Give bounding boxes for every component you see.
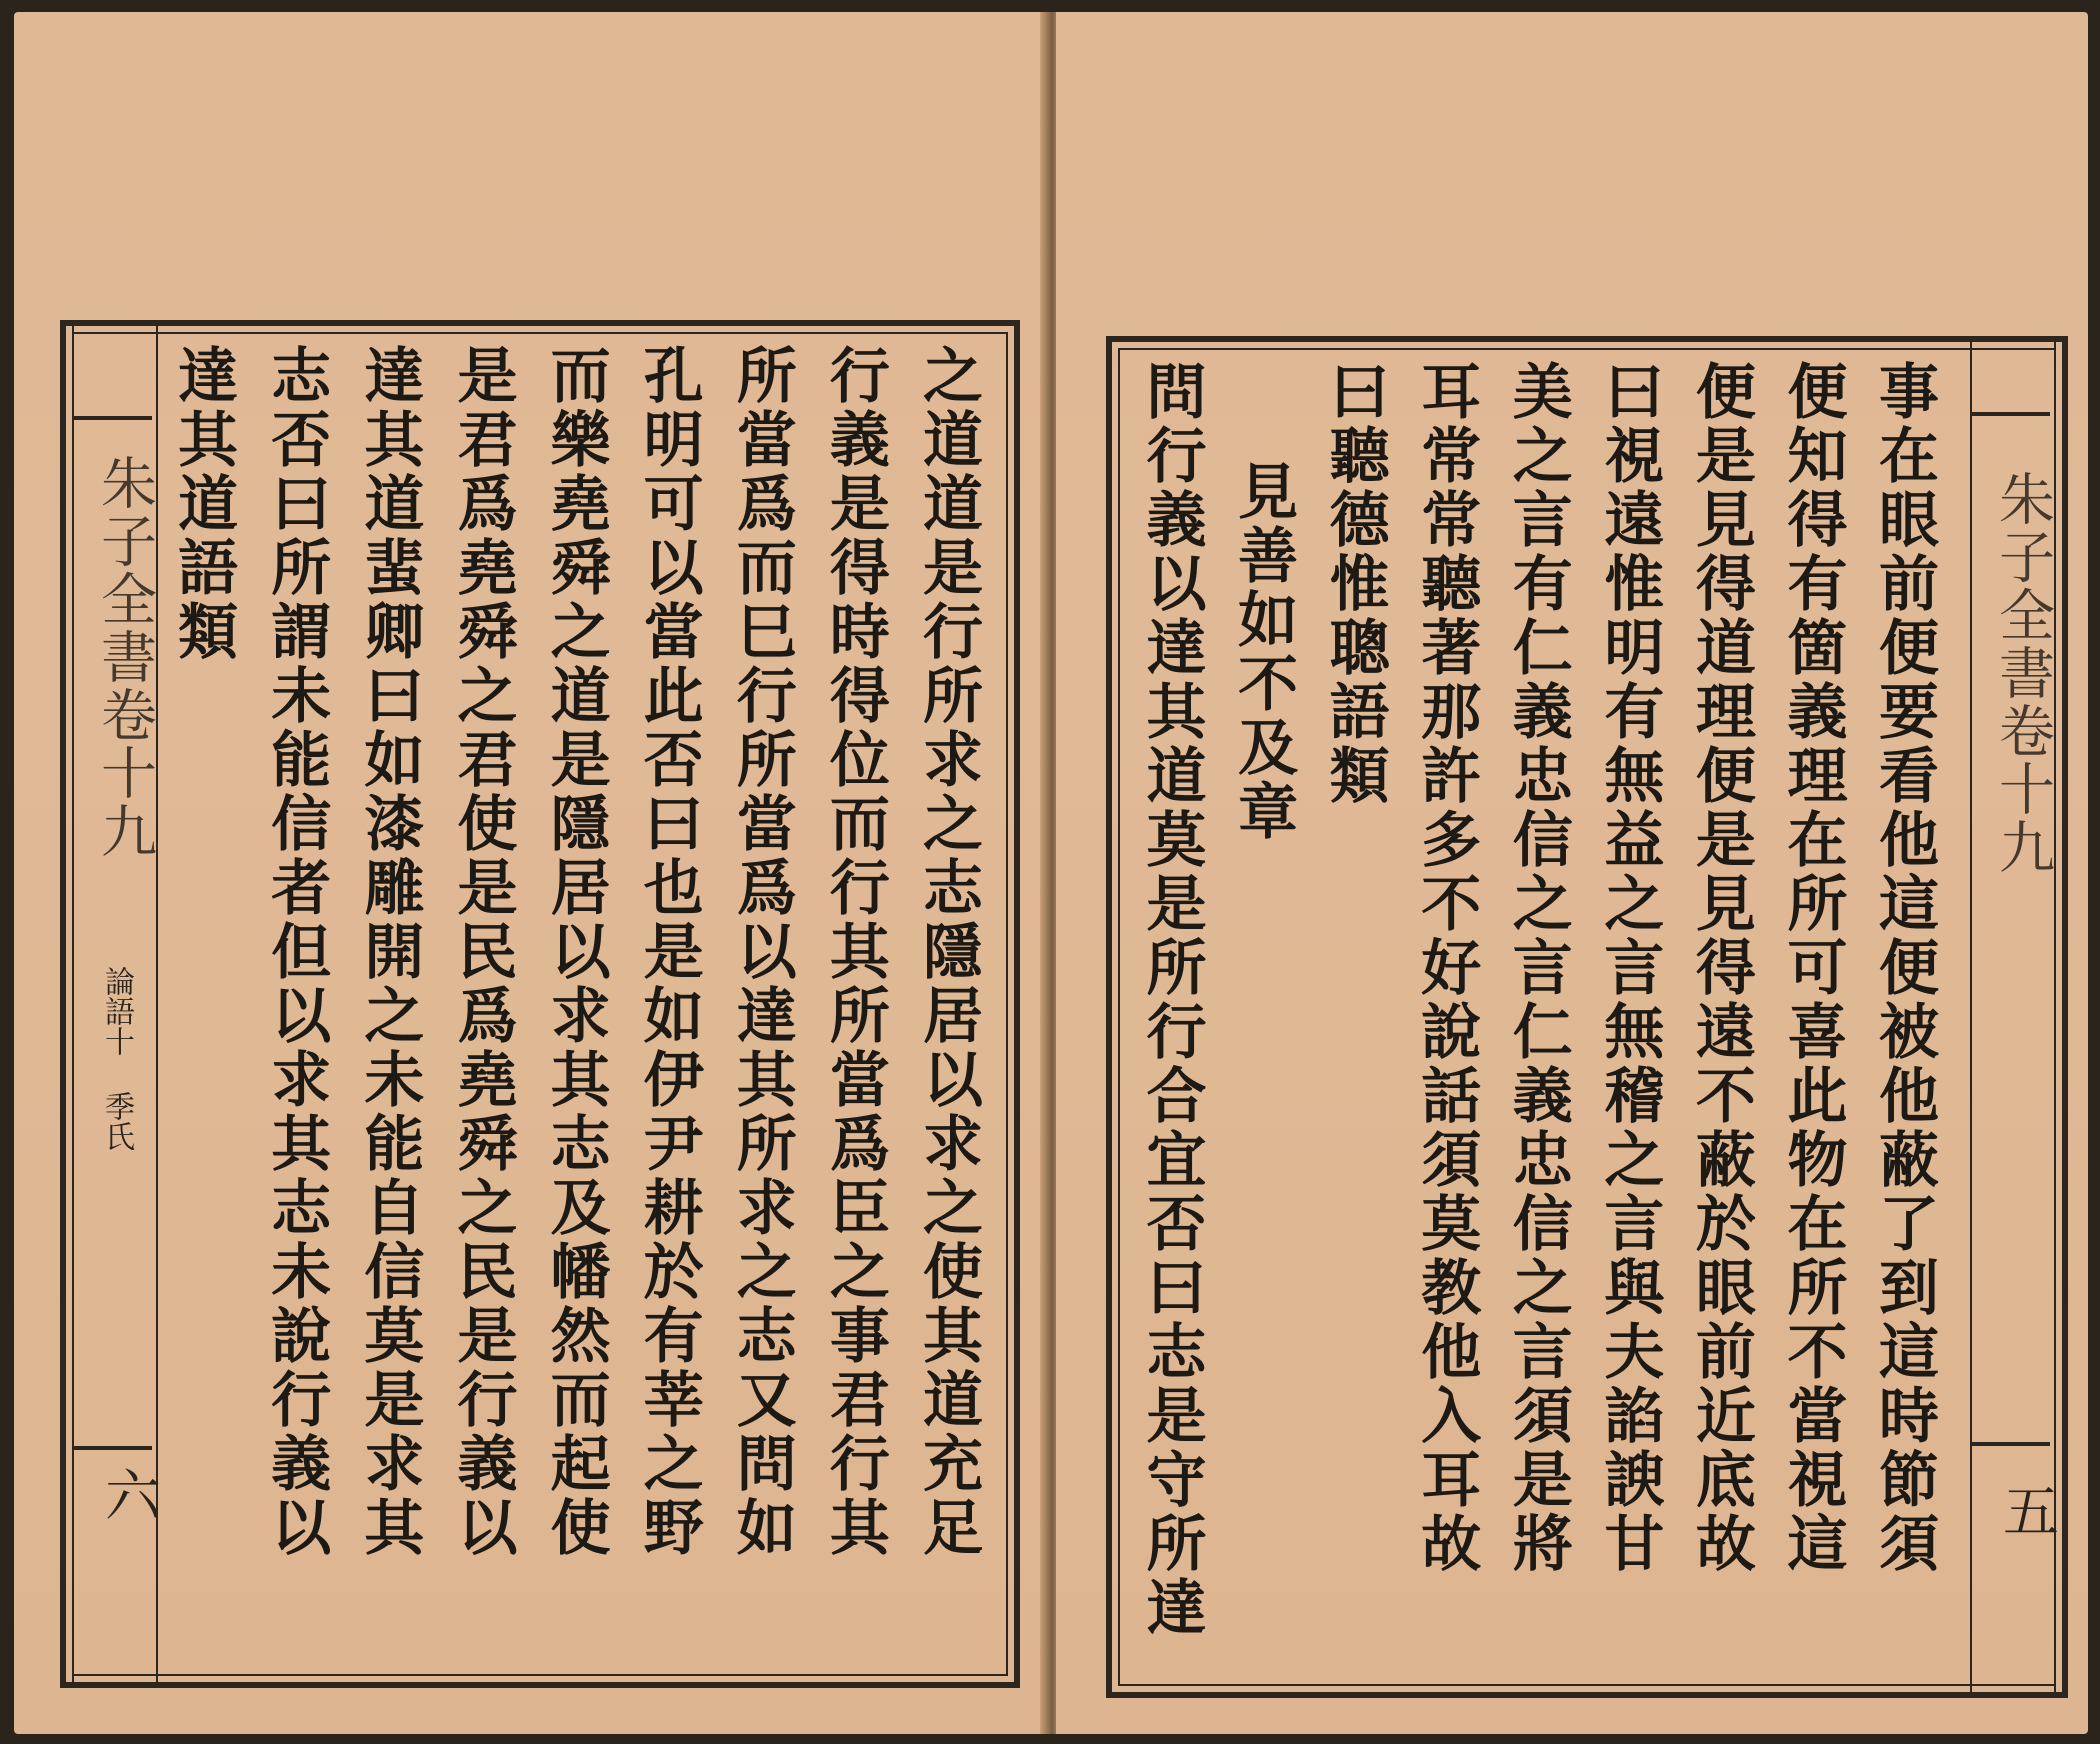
text-column: 所當爲而巳行所當爲以達其所求之志又問如: [726, 344, 797, 1560]
text-column: 耳常常聽著那許多不好說話須莫教他入耳故: [1411, 360, 1482, 1576]
text-column: 曰視遠惟明有無益之言無稽之言與夫諂諛甘: [1594, 360, 1665, 1576]
left-running-title: 朱子全書卷十九: [92, 454, 157, 860]
text-column: 行義是得時得位而行其所當爲臣之事君行其: [819, 344, 890, 1560]
text-column: 是君爲堯舜之君使是民爲堯舜之民是行義以: [447, 344, 518, 1560]
left-text-frame: [60, 320, 1020, 1688]
left-section-label: 論語十 季氏: [99, 966, 134, 1151]
right-folio-number: 五: [1994, 1482, 2059, 1538]
text-column: 便知得有箇義理在所可喜此物在所不當視這: [1777, 360, 1848, 1576]
text-column: 孔明可以當此否曰也是如伊尹耕於有莘之野: [633, 344, 704, 1560]
text-column: 問行義以達其道莫是所行合宜否曰志是守所達: [1136, 360, 1207, 1640]
text-column: 事在眼前便要看他這便被他蔽了到這時節須: [1869, 360, 1939, 1576]
text-column: 達其道蜚卿曰如漆雕開之未能自信莫是求其: [354, 344, 425, 1560]
right-text-body: [1132, 360, 1956, 1674]
left-margin-strip: [72, 326, 161, 1682]
text-column: 之道道是行所求之志隱居以求之使其道充足: [913, 344, 983, 1560]
text-column: 曰聽德惟聰語類: [1319, 360, 1390, 808]
text-column: 志否曰所謂未能信者但以求其志未說行義以: [261, 344, 332, 1560]
text-column: 而樂堯舜之道是隱居以求其志及幡然而起使: [540, 344, 611, 1560]
right-page: [1056, 12, 2088, 1734]
right-margin-strip: [1970, 342, 2059, 1692]
left-page: [14, 12, 1046, 1734]
text-column: 達其道語類: [168, 344, 239, 664]
left-folio-number: 六: [96, 1466, 161, 1522]
right-text-frame: [1106, 336, 2068, 1698]
left-text-body: [162, 344, 1000, 1664]
text-column: 美之言有仁義忠信之言仁義忠信之言須是將: [1502, 360, 1573, 1576]
chapter-heading-column: 見善如不及章: [1228, 460, 1299, 844]
text-column: 便是見得道理便是見得遠不蔽於眼前近底故: [1685, 360, 1756, 1576]
right-running-title: 朱子全書卷十九: [1990, 470, 2055, 876]
